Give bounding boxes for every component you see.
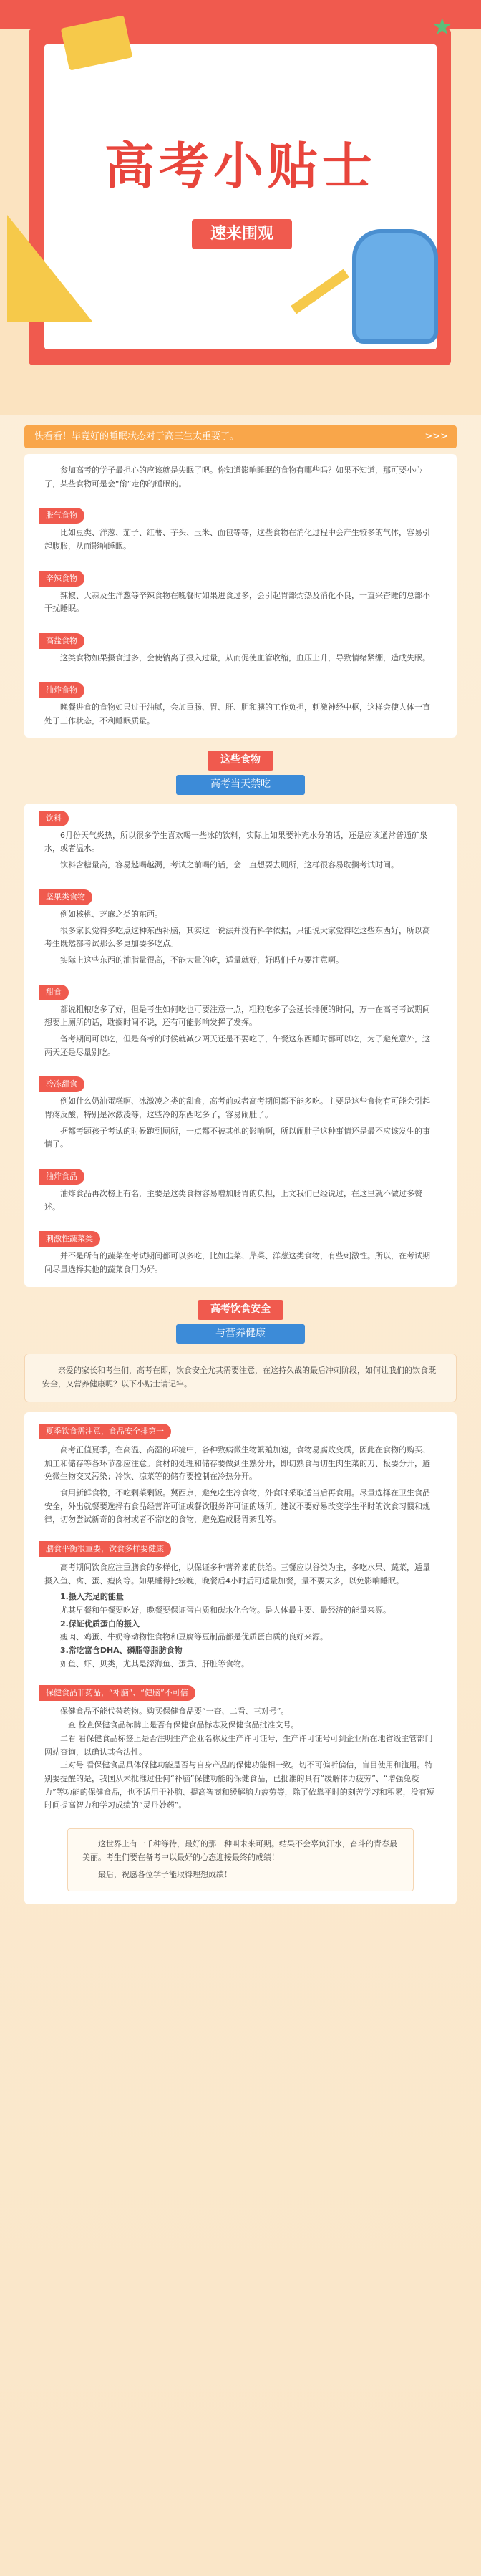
exam-item <box>24 882 457 978</box>
item-tag: 胀气食物 <box>39 508 84 524</box>
sleep-item <box>24 564 457 626</box>
item-text: 很多家长觉得多吃点这种东西补脑，其实这一说法并没有科学依据，只能说大家觉得吃这些东西好，所以高考生既然都考试那么多更加要多吃点。 <box>44 925 430 949</box>
item-tag: 刺激性蔬菜类 <box>39 1231 100 1247</box>
paragraph: 一查 检查保健食品标牌上是否有保健食品标志及保健食品批准文号。 <box>60 1720 299 1730</box>
exam-item <box>24 1162 457 1224</box>
top-band <box>0 0 481 29</box>
exam-item <box>24 1069 457 1162</box>
sleep-section <box>24 454 457 738</box>
closing-text: 最后，祝愿各位学子能取得理想成绩！ <box>98 1870 232 1880</box>
sleep-item <box>24 626 457 675</box>
point-list <box>44 1591 437 1671</box>
banner-safety <box>0 1300 481 1344</box>
banner-top: 高考饮食安全 <box>198 1300 283 1320</box>
item-tag: 饮料 <box>39 811 69 826</box>
item-text: 并不是所有的蔬菜在考试期间都可以多吃，比如韭菜、芹菜、洋葱这类食物，有些刺激性。所以，在考试期间尽量选择其他的蔬菜食用为好。 <box>44 1251 430 1275</box>
closing-box <box>67 1828 414 1891</box>
item-tag: 油炸食物 <box>39 682 84 698</box>
exam-section <box>24 804 457 1287</box>
paragraph: 食用新鲜食物，不吃剩菜剩饭。冀西京，避免吃生冷食物，外食时采取适当后再食用。尽量选择在卫生食品安全，外出就餐要选择有食品经营许可证或餐饮服务许可证的场所。建议不要好易改变学生平时的饮食习惯和规律，切勿尝试新奇的食材或者不常吃的食物，避免造成肠胃紊乱等。 <box>44 1487 430 1525</box>
banner-bottom: 高考当天禁吃 <box>176 775 305 795</box>
note-text: 亲爱的家长和考生们，高考在即，饮食安全尤其需要注意，在这持久战的最后冲刺阶段，如何让我们的饮食既安全，又营养健康呢？以下小贴士请记牢。 <box>42 1366 436 1389</box>
paragraph: 二看 看保健食品标签上是否注明生产企业名称及生产许可证号，生产许可证号可到企业所在地省级主管部门网站查询，以确认其合法性。 <box>44 1733 433 1757</box>
item-text: 实际上这些东西的油脂量很高，不能大量的吃，适量就好，好吗们千万要注意啊。 <box>60 955 344 965</box>
header-bar <box>24 425 457 448</box>
safety-section <box>24 1412 457 1904</box>
banner-top: 这些食物 <box>208 751 273 771</box>
sleep-item <box>24 501 457 563</box>
item-text: 辣椒、大蒜及生洋葱等辛辣食物在晚餐时如果进食过多，会引起胃部灼热及消化不良，一直兴奋睡的总部不干扰睡眠。 <box>44 590 430 614</box>
exam-item <box>24 978 457 1070</box>
item-tag: 辛辣食物 <box>39 571 84 587</box>
triangle-ruler-icon <box>7 215 93 322</box>
item-tag: 甜食 <box>39 985 69 1000</box>
page-subtitle: 速来围观 <box>192 219 292 249</box>
banner-bottom: 与营养健康 <box>176 1324 305 1344</box>
backpack-icon <box>352 229 438 344</box>
intro-text: 参加高考的学子最担心的应该就是失眠了吧。你知道影响睡眠的食物有哪些吗？如果不知道，那可要小心了，某些食物可是会“偷”走你的睡眠的。 <box>44 465 422 488</box>
item-text: 比如豆类、洋葱、茄子、红薯、芋头、玉米、面包等等，这些食物在消化过程中会产生较多的气体，容易引起腹胀，从而影响睡眠。 <box>44 528 430 551</box>
item-tag: 冷冻甜食 <box>39 1076 84 1092</box>
paragraph: 高考期间饮食应注重膳食的多样化，以保证多种营养素的供给。三餐应以谷类为主，多吃水果、蔬菜，适量摄入鱼、禽、蛋、瘦肉等。如果睡得比较晚，晚餐后4小时后可适量加餐，量不要太多，以免影响睡眠。 <box>44 1562 430 1586</box>
item-text: 6月份天气炎热，所以很多学生喜欢喝一些冰的饮料，实际上如果要补充水分的话，还是应该通常普通矿泉水，或者温水。 <box>44 830 427 854</box>
item-text: 这类食物如果摄食过多，会使钠离子摄入过量，从而促使血管收缩，血压上升，导致情绪紧绷，造成失眠。 <box>60 653 430 663</box>
section-tag: 保健食品非药品，“补脑”、“健脑”不可信 <box>39 1685 195 1701</box>
note-box <box>24 1354 457 1402</box>
sleep-items <box>24 501 457 738</box>
exam-item <box>24 1224 457 1286</box>
exam-items <box>24 804 457 1287</box>
sleep-item <box>24 675 457 738</box>
exam-item <box>24 804 457 882</box>
point-title: 2.保证优质蛋白的摄入 <box>60 1619 140 1629</box>
section-tag: 夏季饮食需注意，食品安全排第一 <box>39 1424 171 1439</box>
paragraph: 三对号 看保健食品具体保健功能是否与自身产品的保健功能相一致。切不可偏听偏信，盲目使用和滥用。特别要提醒的是，我国从未批准过任何“补脑”保健功能的保健食品，已批准的具有“缓解体力疲劳”、“增强免疫力”等功能的保健食品，也不适用于补脑、提高智商和缓解脑力疲劳等，除了依靠平时的刻苦学习和积累，没有短时间提高智力和学习成绩的“灵丹妙药”。 <box>44 1760 434 1810</box>
page-title: 高考小贴士 <box>105 137 376 196</box>
point-title: 3.常吃富含DHA、磷脂等脂肪食物 <box>60 1646 183 1656</box>
point-text: 尤其早餐和午餐要吃好，晚餐要保证蛋白质和碳水化合物。是人体最主要、最经济的能量来源。 <box>60 1606 391 1615</box>
header-bar-text: 快看看！毕竟好的睡眠状态对于高三生太重要了。 <box>34 431 240 442</box>
item-tag: 坚果类食物 <box>39 889 92 905</box>
double-arrow-icon: >>> <box>424 431 448 442</box>
hero-banner <box>0 0 481 415</box>
banner-forbidden <box>0 751 481 795</box>
star-icon: ★ <box>432 13 452 40</box>
section-tag: 膳食平衡很重要，饮食多样要健康 <box>39 1541 171 1557</box>
paragraph: 高考正值夏季，在高温、高湿的环境中，各种致病微生物繁殖加速，食物易腐败变质，因此在食物的购买、加工和储存等各环节都应注意。食材的处理和储存要做到生熟分开，即切熟食与切生肉生菜的刀、板要分开，避免微生物交叉污染；冷饮、凉菜等的储存要控制在冷热分开。 <box>44 1444 430 1482</box>
point-title: 1.摄入充足的能量 <box>60 1592 124 1602</box>
item-text: 油炸食品再次榜上有名，主要是这类食物容易增加肠胃的负担，上文我们已经说过，在这里就不做过多赘述。 <box>44 1189 422 1212</box>
paragraph: 保健食品不能代替药物。购买保健食品要“一查、二看、三对号”。 <box>60 1707 289 1717</box>
item-tag: 高盐食物 <box>39 633 84 649</box>
item-text: 据都考题孩子考试的时候跑到厕所，一点都不被其他的影响啊，所以闹肚子这种事情还是最不应该发生的事情了。 <box>44 1126 430 1149</box>
item-text: 例如核桃、芝麻之类的东西。 <box>60 909 162 919</box>
point-text: 瘦肉、鸡蛋、牛奶等动物性食物和豆腐等豆制品都是优质蛋白质的良好来源。 <box>60 1632 328 1642</box>
item-text: 例如什么奶油蛋糕啊、冰激凌之类的甜食，高考前或者高考期间都不能多吃。主要是这些食物有可能会引起胃疼反酸，特别是冰激凌等，这些冷的东西吃多了，容易闹肚子。 <box>44 1096 430 1120</box>
item-text: 晚餐进食的食物如果过于油腻，会加重肠、胃、肝、胆和胰的工作负担，刺激神经中枢，这样会使人体一直处于工作状态，不利睡眠质量。 <box>44 702 430 725</box>
closing-text: 这世界上有一千种等待，最好的那一种叫未来可期。结果不会辜负汗水，奋斗的青春最美丽。考生们要在备考中以最好的心态迎接最终的成绩！ <box>82 1838 397 1862</box>
item-text: 饮料含糖量高，容易越喝越渴，考试之前喝的话，会一直想要去厕所，这样很容易耽搁考试时间。 <box>60 860 399 870</box>
item-tag: 油炸食品 <box>39 1169 84 1185</box>
point-text: 如鱼、虾、贝类，尤其是深海鱼、蛋黄、肝脏等食物。 <box>60 1659 249 1669</box>
item-text: 都说粗粮吃多了好，但是考生如何吃也可要注意一点，粗粮吃多了会延长排便的时间，万一在高考考试期间想要上厕所的话，耽搁时间不说，还有可能影响发挥了发挥。 <box>44 1004 430 1028</box>
item-text: 备考期间可以吃，但是高考的时候就减少两天还是不要吃了，午餐这东西睡时都可以吃，为了避免意外，这两天还是尽量别吃。 <box>44 1033 430 1057</box>
